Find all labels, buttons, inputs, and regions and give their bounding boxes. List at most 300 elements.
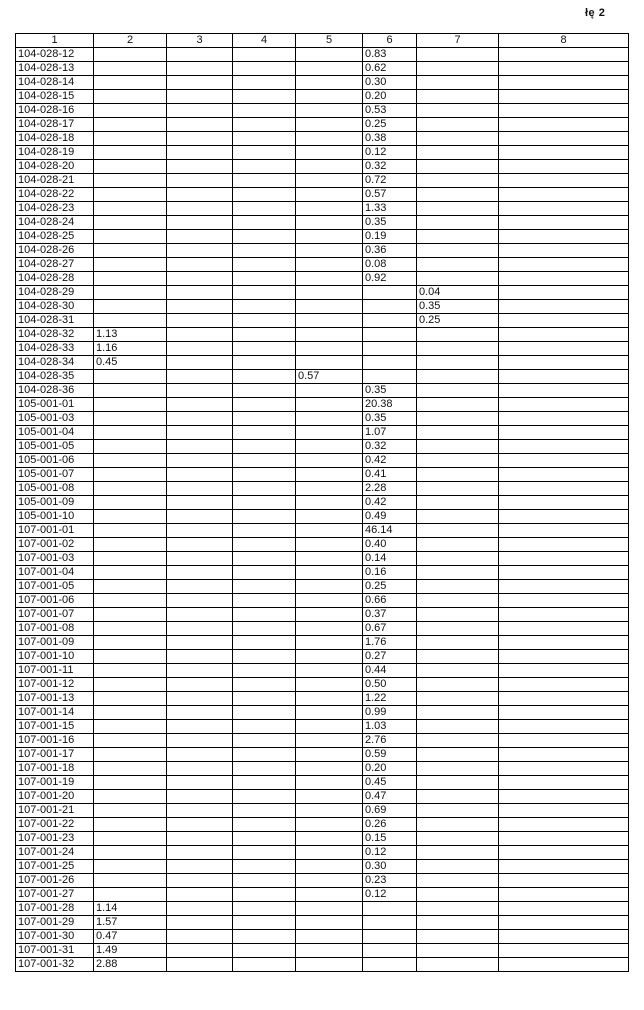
value-cell — [94, 244, 167, 258]
value-cell — [499, 216, 629, 230]
table-row — [16, 202, 629, 216]
value-cell: 0.47 — [94, 930, 167, 944]
table-row — [16, 132, 629, 146]
parcel-id-cell: 107-001-32 — [16, 958, 94, 972]
table-row — [16, 174, 629, 188]
value-cell — [167, 174, 233, 188]
value-cell — [296, 230, 363, 244]
column-header: 5 — [296, 34, 363, 48]
value-cell — [167, 454, 233, 468]
value-cell — [296, 706, 363, 720]
value-cell — [296, 594, 363, 608]
value-cell — [499, 412, 629, 426]
value-cell — [499, 790, 629, 804]
value-cell — [167, 48, 233, 62]
value-cell — [296, 580, 363, 594]
value-cell — [417, 594, 499, 608]
value-cell: 0.30 — [363, 860, 417, 874]
parcel-id-cell: 105-001-04 — [16, 426, 94, 440]
value-cell — [167, 734, 233, 748]
value-cell — [296, 776, 363, 790]
value-cell — [499, 328, 629, 342]
value-cell: 20.38 — [363, 398, 417, 412]
value-cell — [417, 790, 499, 804]
value-cell — [417, 384, 499, 398]
value-cell — [94, 594, 167, 608]
parcel-id-cell: 107-001-18 — [16, 762, 94, 776]
value-cell — [233, 104, 296, 118]
table-row — [16, 790, 629, 804]
value-cell — [499, 356, 629, 370]
table-row — [16, 90, 629, 104]
table-row — [16, 188, 629, 202]
table-row — [16, 272, 629, 286]
value-cell — [233, 370, 296, 384]
value-cell — [167, 370, 233, 384]
value-cell — [499, 804, 629, 818]
table-row — [16, 678, 629, 692]
value-cell — [417, 76, 499, 90]
parcel-id-cell: 104-028-12 — [16, 48, 94, 62]
value-cell — [499, 706, 629, 720]
table-row — [16, 510, 629, 524]
parcel-id-cell: 107-001-03 — [16, 552, 94, 566]
value-cell — [296, 888, 363, 902]
value-cell: 0.35 — [363, 384, 417, 398]
value-cell — [296, 832, 363, 846]
table-row — [16, 454, 629, 468]
value-cell — [233, 468, 296, 482]
value-cell — [296, 804, 363, 818]
value-cell — [499, 664, 629, 678]
parcel-id-cell: 107-001-22 — [16, 818, 94, 832]
value-cell — [417, 552, 499, 566]
value-cell — [94, 146, 167, 160]
value-cell — [296, 874, 363, 888]
table-row — [16, 566, 629, 580]
value-cell — [94, 552, 167, 566]
value-cell — [233, 734, 296, 748]
value-cell — [94, 118, 167, 132]
table-row — [16, 342, 629, 356]
value-cell — [233, 650, 296, 664]
table-row — [16, 370, 629, 384]
value-cell — [167, 608, 233, 622]
value-cell — [94, 230, 167, 244]
value-cell — [233, 846, 296, 860]
value-cell: 0.59 — [363, 748, 417, 762]
table-row — [16, 874, 629, 888]
value-cell — [499, 944, 629, 958]
value-cell — [363, 356, 417, 370]
parcel-id-cell: 107-001-21 — [16, 804, 94, 818]
value-cell — [296, 720, 363, 734]
value-cell — [296, 510, 363, 524]
value-cell — [167, 104, 233, 118]
value-cell — [233, 664, 296, 678]
parcel-id-cell: 104-028-24 — [16, 216, 94, 230]
value-cell — [296, 930, 363, 944]
value-cell — [417, 342, 499, 356]
value-cell — [296, 104, 363, 118]
value-cell — [417, 496, 499, 510]
value-cell — [417, 118, 499, 132]
value-cell: 0.32 — [363, 160, 417, 174]
value-cell — [417, 230, 499, 244]
table-row — [16, 398, 629, 412]
value-cell — [94, 258, 167, 272]
value-cell — [417, 902, 499, 916]
value-cell — [499, 818, 629, 832]
parcel-id-cell: 104-028-22 — [16, 188, 94, 202]
table-row — [16, 286, 629, 300]
value-cell — [417, 370, 499, 384]
table-row — [16, 440, 629, 454]
parcel-id-cell: 104-028-13 — [16, 62, 94, 76]
value-cell — [417, 48, 499, 62]
value-cell: 2.88 — [94, 958, 167, 972]
table-row — [16, 146, 629, 160]
value-cell — [94, 454, 167, 468]
value-cell — [94, 524, 167, 538]
value-cell — [417, 930, 499, 944]
value-cell — [94, 706, 167, 720]
parcel-id-cell: 105-001-09 — [16, 496, 94, 510]
value-cell — [499, 244, 629, 258]
value-cell — [167, 314, 233, 328]
table-row — [16, 328, 629, 342]
value-cell — [167, 90, 233, 104]
table-row — [16, 748, 629, 762]
parcel-id-cell: 107-001-25 — [16, 860, 94, 874]
value-cell — [499, 146, 629, 160]
value-cell — [94, 188, 167, 202]
value-cell — [417, 328, 499, 342]
value-cell — [499, 496, 629, 510]
value-cell — [296, 160, 363, 174]
value-cell — [167, 160, 233, 174]
table-row — [16, 594, 629, 608]
value-cell: 0.67 — [363, 622, 417, 636]
value-cell — [296, 342, 363, 356]
value-cell — [417, 440, 499, 454]
value-cell — [417, 132, 499, 146]
value-cell — [499, 930, 629, 944]
value-cell — [94, 790, 167, 804]
value-cell — [94, 314, 167, 328]
parcel-id-cell: 105-001-08 — [16, 482, 94, 496]
parcel-id-cell: 107-001-10 — [16, 650, 94, 664]
value-cell — [94, 398, 167, 412]
value-cell — [296, 664, 363, 678]
parcel-id-cell: 107-001-14 — [16, 706, 94, 720]
value-cell — [167, 216, 233, 230]
value-cell — [296, 790, 363, 804]
value-cell: 0.08 — [363, 258, 417, 272]
value-cell — [363, 300, 417, 314]
value-cell — [296, 426, 363, 440]
value-cell — [417, 748, 499, 762]
value-cell — [94, 538, 167, 552]
value-cell — [167, 328, 233, 342]
table-row — [16, 706, 629, 720]
parcel-id-cell: 104-028-20 — [16, 160, 94, 174]
value-cell — [233, 916, 296, 930]
value-cell — [167, 958, 233, 972]
value-cell — [167, 762, 233, 776]
value-cell — [363, 916, 417, 930]
table-row — [16, 636, 629, 650]
value-cell — [499, 454, 629, 468]
value-cell: 0.35 — [417, 300, 499, 314]
parcel-id-cell: 107-001-06 — [16, 594, 94, 608]
parcel-id-cell: 104-028-36 — [16, 384, 94, 398]
value-cell — [233, 566, 296, 580]
value-cell — [296, 650, 363, 664]
table-row — [16, 930, 629, 944]
value-cell — [417, 706, 499, 720]
value-cell — [233, 300, 296, 314]
value-cell — [233, 538, 296, 552]
value-cell — [94, 104, 167, 118]
table-row — [16, 76, 629, 90]
parcel-id-cell: 107-001-23 — [16, 832, 94, 846]
parcel-id-cell: 104-028-16 — [16, 104, 94, 118]
value-cell — [233, 412, 296, 426]
parcel-id-cell: 104-028-30 — [16, 300, 94, 314]
column-header: 3 — [167, 34, 233, 48]
column-header: 2 — [94, 34, 167, 48]
table-row — [16, 538, 629, 552]
value-cell — [499, 636, 629, 650]
value-cell — [296, 384, 363, 398]
value-cell — [233, 230, 296, 244]
value-cell — [296, 496, 363, 510]
table-row — [16, 664, 629, 678]
value-cell — [417, 804, 499, 818]
value-cell — [167, 692, 233, 706]
value-cell: 0.37 — [363, 608, 417, 622]
value-cell — [417, 216, 499, 230]
value-cell — [167, 132, 233, 146]
value-cell — [417, 566, 499, 580]
value-cell: 0.35 — [363, 216, 417, 230]
value-cell — [296, 412, 363, 426]
value-cell — [417, 468, 499, 482]
value-cell — [233, 62, 296, 76]
value-cell — [94, 762, 167, 776]
value-cell — [296, 118, 363, 132]
value-cell — [417, 916, 499, 930]
parcel-id-cell: 105-001-06 — [16, 454, 94, 468]
value-cell — [417, 244, 499, 258]
value-cell — [417, 608, 499, 622]
value-cell — [417, 160, 499, 174]
column-header: 4 — [233, 34, 296, 48]
value-cell — [167, 426, 233, 440]
value-cell — [167, 678, 233, 692]
value-cell: 46.14 — [363, 524, 417, 538]
value-cell — [233, 244, 296, 258]
value-cell — [233, 174, 296, 188]
table-row — [16, 650, 629, 664]
value-cell — [233, 930, 296, 944]
table-row — [16, 314, 629, 328]
value-cell: 0.53 — [363, 104, 417, 118]
value-cell — [167, 398, 233, 412]
value-cell: 0.19 — [363, 230, 417, 244]
value-cell: 0.25 — [363, 118, 417, 132]
value-cell — [499, 258, 629, 272]
table-row — [16, 426, 629, 440]
parcel-id-cell: 104-028-29 — [16, 286, 94, 300]
value-cell: 1.33 — [363, 202, 417, 216]
value-cell — [363, 930, 417, 944]
value-cell — [296, 244, 363, 258]
value-cell: 1.16 — [94, 342, 167, 356]
value-cell — [417, 650, 499, 664]
table-row — [16, 888, 629, 902]
value-cell — [94, 846, 167, 860]
value-cell — [417, 510, 499, 524]
value-cell — [167, 846, 233, 860]
value-cell: 0.26 — [363, 818, 417, 832]
value-cell — [363, 328, 417, 342]
value-cell — [499, 482, 629, 496]
value-cell: 0.12 — [363, 146, 417, 160]
value-cell: 0.49 — [363, 510, 417, 524]
parcel-id-cell: 107-001-17 — [16, 748, 94, 762]
table-row — [16, 496, 629, 510]
value-cell — [94, 510, 167, 524]
value-cell — [233, 818, 296, 832]
value-cell: 0.20 — [363, 762, 417, 776]
value-cell — [499, 510, 629, 524]
value-cell — [417, 188, 499, 202]
value-cell — [167, 874, 233, 888]
parcel-id-cell: 104-028-28 — [16, 272, 94, 286]
value-cell — [94, 818, 167, 832]
parcel-id-cell: 105-001-10 — [16, 510, 94, 524]
value-cell — [233, 76, 296, 90]
value-cell — [363, 370, 417, 384]
value-cell — [499, 76, 629, 90]
parcel-id-cell: 104-028-27 — [16, 258, 94, 272]
value-cell — [417, 776, 499, 790]
value-cell — [167, 594, 233, 608]
value-cell — [233, 958, 296, 972]
value-cell — [363, 286, 417, 300]
value-cell: 0.40 — [363, 538, 417, 552]
value-cell — [296, 944, 363, 958]
value-cell: 0.62 — [363, 62, 417, 76]
value-cell — [417, 734, 499, 748]
value-cell — [417, 90, 499, 104]
value-cell — [499, 160, 629, 174]
value-cell — [499, 342, 629, 356]
value-cell — [499, 762, 629, 776]
table-row — [16, 230, 629, 244]
value-cell: 1.03 — [363, 720, 417, 734]
value-cell — [499, 132, 629, 146]
value-cell — [233, 524, 296, 538]
table-row — [16, 62, 629, 76]
value-cell — [296, 202, 363, 216]
value-cell — [167, 202, 233, 216]
table-row — [16, 48, 629, 62]
value-cell — [94, 860, 167, 874]
table-row — [16, 720, 629, 734]
value-cell — [94, 76, 167, 90]
value-cell — [233, 384, 296, 398]
value-cell: 0.83 — [363, 48, 417, 62]
parcel-id-cell: 105-001-07 — [16, 468, 94, 482]
value-cell — [499, 748, 629, 762]
value-cell — [417, 846, 499, 860]
value-cell — [233, 692, 296, 706]
parcel-id-cell: 104-028-26 — [16, 244, 94, 258]
value-cell — [363, 958, 417, 972]
table-row — [16, 104, 629, 118]
value-cell — [363, 342, 417, 356]
value-cell: 0.92 — [363, 272, 417, 286]
value-cell — [233, 118, 296, 132]
table-row — [16, 412, 629, 426]
value-cell — [233, 622, 296, 636]
value-cell — [167, 230, 233, 244]
value-cell — [94, 748, 167, 762]
value-cell — [94, 566, 167, 580]
value-cell — [499, 888, 629, 902]
value-cell — [296, 566, 363, 580]
value-cell — [296, 552, 363, 566]
parcel-id-cell: 107-001-27 — [16, 888, 94, 902]
value-cell — [417, 538, 499, 552]
value-cell — [499, 566, 629, 580]
value-cell — [233, 314, 296, 328]
value-cell — [167, 664, 233, 678]
value-cell — [167, 706, 233, 720]
value-cell — [417, 104, 499, 118]
value-cell — [296, 62, 363, 76]
value-cell — [167, 566, 233, 580]
parcel-id-cell: 107-001-02 — [16, 538, 94, 552]
value-cell — [296, 468, 363, 482]
parcel-id-cell: 107-001-12 — [16, 678, 94, 692]
value-cell — [94, 272, 167, 286]
value-cell — [94, 160, 167, 174]
value-cell — [94, 440, 167, 454]
value-cell: 0.72 — [363, 174, 417, 188]
value-cell: 0.35 — [363, 412, 417, 426]
parcel-id-cell: 107-001-01 — [16, 524, 94, 538]
value-cell — [167, 258, 233, 272]
value-cell — [94, 608, 167, 622]
value-cell — [233, 762, 296, 776]
table-row — [16, 916, 629, 930]
table-row — [16, 846, 629, 860]
value-cell — [94, 426, 167, 440]
value-cell — [499, 860, 629, 874]
value-cell — [233, 454, 296, 468]
parcel-id-cell: 104-028-14 — [16, 76, 94, 90]
table-row — [16, 818, 629, 832]
value-cell — [296, 90, 363, 104]
value-cell — [499, 650, 629, 664]
value-cell — [296, 636, 363, 650]
value-cell — [94, 174, 167, 188]
value-cell — [417, 580, 499, 594]
